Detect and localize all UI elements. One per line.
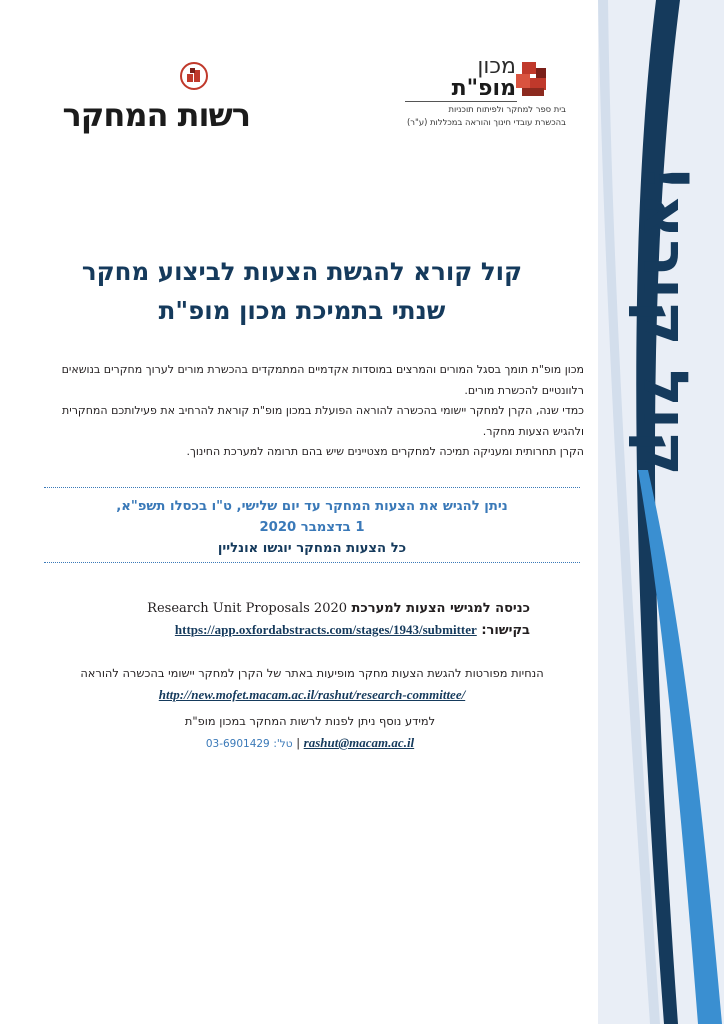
title-line2: שנתי בתמיכת מכון מופ"ת xyxy=(158,296,446,325)
deadline-bottom-rule xyxy=(44,562,580,563)
portal-prefix: כניסה למגישי הצעות למערכת xyxy=(351,601,530,616)
mofet-subtitle-line2: בהכשרת עובדי חינוך והוראה במכללות (ע"ר) xyxy=(407,117,566,127)
document-title xyxy=(40,252,564,330)
mofet-logo-divider xyxy=(405,101,517,102)
contact-info xyxy=(160,711,460,755)
mofet-name-top: מכון xyxy=(477,54,516,79)
submission-link[interactable]: https://app.oxfordabstracts.com/stages/1943/submitter xyxy=(174,622,477,637)
contact-phone-label: טל': xyxy=(273,738,293,750)
submission-portal xyxy=(90,598,530,641)
intro-paragraph-3: הקרן תחרותית ומעניקה תמיכה למחקרים מצטיינים שיש בהם תרומה למערכת החינוך. xyxy=(186,445,584,458)
mofet-institute-name xyxy=(400,56,516,100)
mofet-subtitle-line1: בית ספר למחקר ולפיתוח תוכניות xyxy=(448,104,566,114)
side-banner-text xyxy=(615,150,715,490)
intro-text xyxy=(44,360,584,463)
guidelines-text: הנחיות מפורטות להגשת הצעות מחקר מופיעות באתר של הקרן למחקר יישומי בהכשרה להוראה xyxy=(80,666,544,680)
deadline-line1: ניתן להגיש את הצעות המחקר עד יום שלישי, ט"ו בכסלו תשפ"א, xyxy=(116,499,508,514)
contact-separator: | xyxy=(296,736,301,750)
guidelines-link[interactable]: http://new.mofet.macam.ac.il/rashut/research-committee/ xyxy=(158,687,466,702)
intro-paragraph-2: כמדי שנה, הקרן למחקר יישומי בהכשרה להוראה הפועלת במכון מופ"ת קוראת להרחיב את פעילותכם המחקרית ולהגיש הצעות מחקר. xyxy=(62,404,584,438)
guidelines-notice xyxy=(44,663,580,706)
contact-email-link[interactable]: rashut@macam.ac.il xyxy=(303,735,415,750)
contact-phone: 03-6901429 xyxy=(205,738,270,750)
title-line1: קול קורא להגשת הצעות לביצוע מחקר xyxy=(81,257,523,286)
mofet-institute-subtitle xyxy=(370,103,566,129)
call-for-proposals-banner: קול קורא! xyxy=(628,163,702,477)
portal-link-label: בקישור: xyxy=(481,623,530,638)
intro-paragraph-1: מכון מופ"ת תומך בסגל המורים והמרצים במוסדות אקדמיים המתמקדים בהכשרת מורים לערוך מחקרים בנושאים רלוונטיים להכשרת מורים. xyxy=(61,363,584,397)
mofet-name-bottom: מופ"ת xyxy=(451,76,516,101)
deadline-notice xyxy=(44,496,580,559)
deadline-online-note: כל הצעות המחקר יוגשו אונליין xyxy=(217,541,407,556)
contact-text: למידע נוסף ניתן לפנות לרשות המחקר במכון מופ"ת xyxy=(184,714,436,728)
deadline-date: 1 בדצמבר 2020 xyxy=(259,520,365,535)
deadline-top-rule xyxy=(44,487,580,488)
research-authority-name: רשות המחקר xyxy=(62,96,250,134)
portal-system-name: Research Unit Proposals 2020 xyxy=(147,601,348,616)
